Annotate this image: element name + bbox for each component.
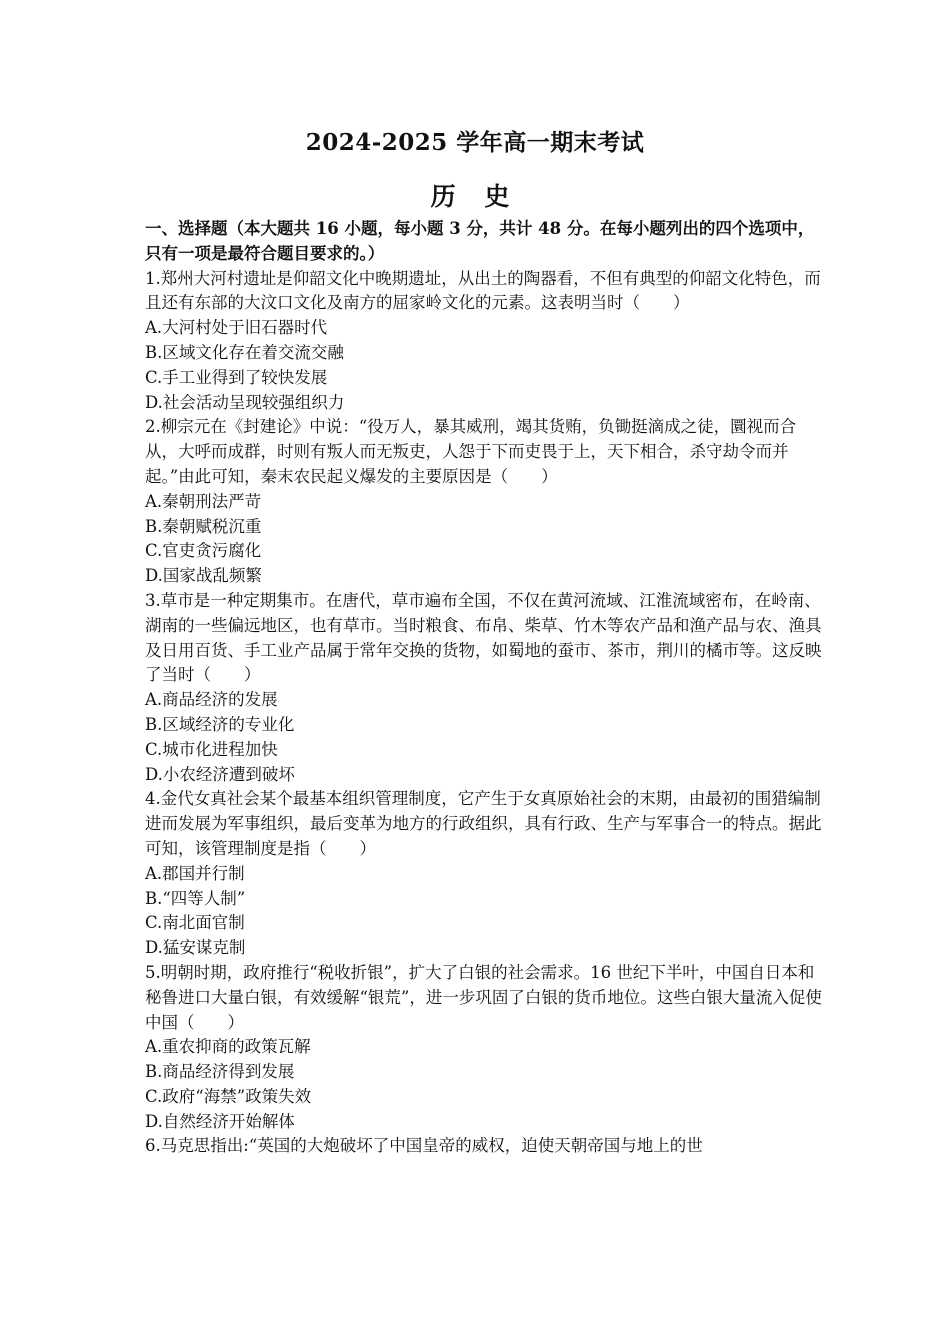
option-a: A.郡国并行制 (145, 863, 245, 883)
question-1 (145, 267, 825, 416)
option-c: C.城市化进程加快 (145, 739, 278, 759)
question-stem: 1.郑州大河村遗址是仰韶文化中晚期遗址，从出土的陶器看，不但有典型的仰韶文化特色，而且还有东部的大汶口文化及南方的屈家岭文化的元素。这表明当时（ ） (145, 268, 821, 313)
option-a: A.秦朝刑法严苛 (145, 491, 262, 511)
question-stem: 6.马克思指出:“英国的大炮破坏了中国皇帝的威权，迫使天朝帝国与地上的世 (145, 1136, 703, 1156)
question-stem: 4.金代女真社会某个最基本组织管理制度，它产生于女真原始社会的末期，由最初的围猎编制进而发展为军事组织，最后变革为地方的行政组织，具有行政、生产与军事合一的特点。据此可知，该管理制度是指（ ） (145, 789, 822, 858)
option-d: D.自然经济开始解体 (145, 1111, 295, 1131)
question-4 (145, 787, 825, 961)
option-d: D.小农经济遭到破坏 (145, 764, 295, 784)
option-d: D.国家战乱频繁 (145, 566, 262, 586)
subject-title: 历 史 (430, 182, 520, 211)
option-c: C.南北面官制 (145, 913, 245, 933)
option-a: A.商品经济的发展 (145, 690, 278, 710)
option-a: A.重农抑商的政策瓦解 (145, 1037, 311, 1057)
exam-title: 2024-2025 学年高一期末考试 (305, 129, 645, 156)
option-b: B.秦朝赋税沉重 (145, 516, 262, 536)
option-b: B.商品经济得到发展 (145, 1062, 295, 1082)
exam-content (145, 217, 825, 1159)
question-6 (145, 1134, 825, 1159)
question-3 (145, 589, 825, 787)
option-c: C.手工业得到了较快发展 (145, 367, 328, 387)
option-d: D.猛安谋克制 (145, 938, 246, 958)
option-b: B.“四等人制” (145, 888, 246, 908)
question-5 (145, 961, 825, 1135)
option-c: C.官吏贪污腐化 (145, 541, 262, 561)
question-stem: 5.明朝时期，政府推行“税收折银”，扩大了白银的社会需求。16 世纪下半叶，中国自日本和秘鲁进口大量白银，有效缓解“银荒”，进一步巩固了白银的货币地位。这些白银大量流入促使中国（ ） (145, 962, 822, 1032)
question-stem: 2.柳宗元在《封建论》中说：“役万人，暴其威刑，竭其货贿，负锄挺滴成之徒，圜视而合从，大呼而成群，时则有叛人而无叛吏，人怨于下而吏畏于上，天下相合，杀守劫令而并起。”由此可知，秦末农民起义爆发的主要原因是（ ） (145, 417, 797, 486)
option-d: D.社会活动呈现较强组织力 (145, 392, 345, 412)
option-b: B.区域文化存在着交流交融 (145, 342, 344, 362)
question-2 (145, 415, 825, 589)
option-a: A.大河村处于旧石器时代 (145, 318, 328, 338)
option-c: C.政府“海禁”政策失效 (145, 1086, 312, 1106)
option-b: B.区域经济的专业化 (145, 714, 295, 734)
question-stem: 3.草市是一种定期集市。在唐代，草市遍布全国，不仅在黄河流域、江淮流域密布，在岭南、湖南的一些偏远地区，也有草市。当时粮食、布帛、柴草、竹木等农产品和渔产品与农、渔具及日用百货、手工业产品属于常年交换的货物，如蜀地的蚕市、茶市，荆川的橘市等。这反映了当时（ ） (145, 590, 822, 685)
section-heading: 一、选择题（本大题共 16 小题，每小题 3 分，共计 48 分。在每小题列出的四个选项中，只有一项是最符合题目要求的。） (145, 219, 815, 263)
